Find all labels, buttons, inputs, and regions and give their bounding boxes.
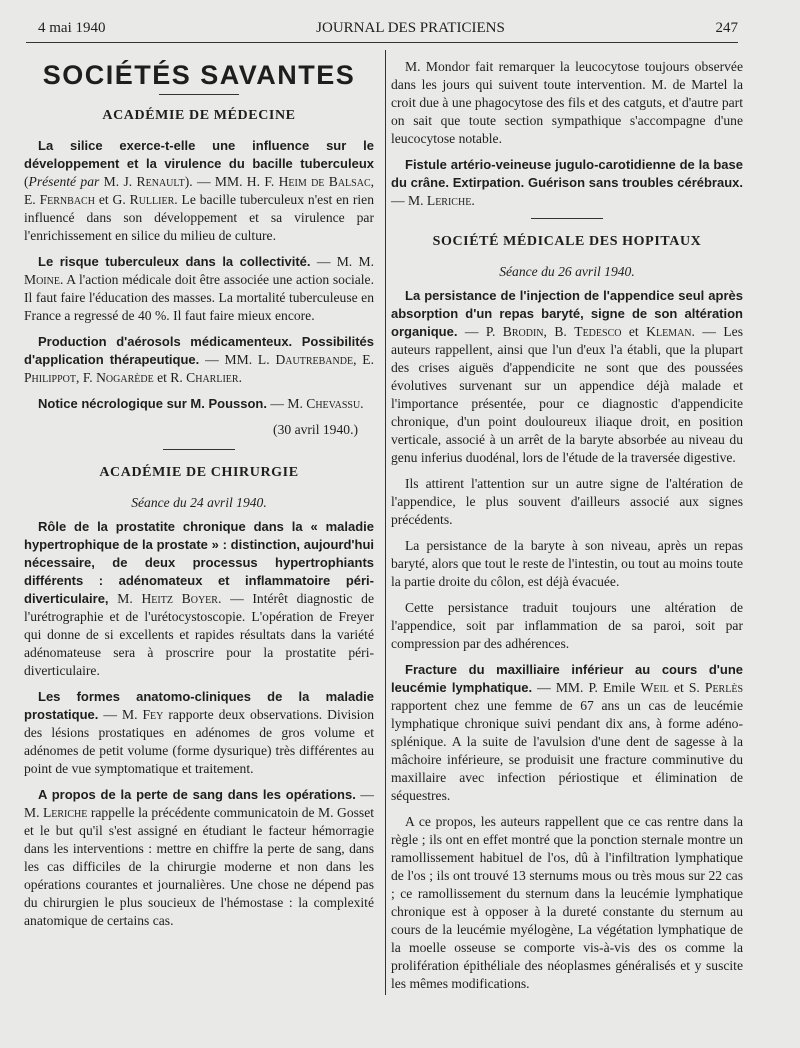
author-name: Kleman <box>646 324 692 339</box>
notice-title: Notice nécrologique sur M. Pousson. <box>38 396 267 411</box>
author-name: Fey <box>142 707 164 722</box>
silice-entry: La silice exerce-t-elle une influence sur le développement et la virulence du bacille tuberculeux (Présenté par M. J. Renault). — MM. H. F. Heim de Balsac, E. Fernbach et G. Rullier. Le bacille tuberculeux n'est en rien influencé dans son développement et sa virulence par l'enrichissement en silice du milieu de culture. <box>24 138 375 243</box>
author-name: Moine <box>24 272 60 287</box>
author-name: Chevassu <box>306 396 361 411</box>
header-date: 4 mai 1940 <box>38 20 106 36</box>
fracture-entry <box>391 661 743 805</box>
entry-end: . <box>471 193 475 208</box>
seance-date: Séance du 24 avril 1940. <box>131 495 267 510</box>
author-sep: et R. <box>153 370 187 385</box>
author-prefix: — M. M. <box>310 254 375 269</box>
appendice-paragraph: Cette persistance traduit toujours une altération de l'appendice, soit par inflammation de sa paroi, soit par compression par des adhérences. <box>391 600 743 651</box>
silice-title: La silice exerce-t-elle une influence sur le développement et la virulence du bacille tuberculeux <box>24 138 374 171</box>
formes-title: Les formes anatomo-cliniques de la maladie prostatique. <box>24 689 374 722</box>
prostatite-entry <box>24 518 374 680</box>
appendice-paragraph: Ils attirent l'attention sur un autre signe de l'altération de l'appendice, le plus souvent d'ailleurs associé aux signes précédents. <box>391 476 743 527</box>
author-name: Nogarède <box>96 370 154 385</box>
fracture-paragraph: A ce propos, les auteurs rappellent que ce cas rentre dans la règle ; ils ont en effet montré que la ponction sternale montre un ramollissement habituel de l'os, dû à l'infiltration lymphatique de l'os ; ils ont trouvé 13 sternums mous ou très mous sur 22 cas ; ce ramollissement du sternum dans la leucémie lymphatique chronique est à opposer à la dureté constante du sternum au cours de la leucémie myélogène, La végétation lymphatique de la moelle osseuse se comporte vis-à-vis des os comme la prolifération épithéliale des néoplasmes généralisés et y suscite les mêmes modifications. <box>391 814 743 991</box>
author-name: Leriche <box>42 805 88 820</box>
author-prefix: — MM. P. Emile <box>532 680 641 695</box>
aerosols-entry <box>24 333 374 387</box>
author-sep: , B. <box>543 324 575 339</box>
formes-entry <box>24 688 374 778</box>
entry-end: . <box>360 396 364 411</box>
author-sep: et G. <box>94 192 130 207</box>
presented-label: Présenté par <box>28 174 100 189</box>
perte-entry <box>24 786 374 930</box>
header-page-number: 247 <box>715 20 738 36</box>
author-name: Tedesco <box>574 324 622 339</box>
fracture-body: rapportent chez une femme de 67 ans un cas de leucémie lymphatique chronique suivi pendant dix ans, à forme adéno-splénique. A la suite de l'avulsion d'une dent de sagesse à la mâchoire inférieure, se produisit une fracture comminutive du maxillaire avec infection périostique et élimination de séquestres. <box>391 698 743 803</box>
running-header <box>38 20 738 37</box>
formes-body: rapporte deux observations. Division des lésions prostatiques en adénomes de gros volume et adénomes de petit volume (forme dysurique) très différentes au point de vue symptomatique et traitement. <box>24 707 374 776</box>
author-prefix: — M. <box>24 787 374 820</box>
author-sep: , E. <box>24 174 375 207</box>
fistule-entry <box>391 156 743 210</box>
author-name: Fernbach <box>39 192 95 207</box>
risque-body: . A l'action médicale doit être associée une action sociale. Il faut faire l'éducation des masses. La mortalité tuberculeuse en France a regressé de 40 %. Il faut faire mieux encore. <box>24 272 374 323</box>
appendice-entry <box>391 287 743 467</box>
author-prefix: — M. <box>266 396 307 411</box>
prostatite-body: . — Intérêt diagnostic de l'urétrographie et de l'urétocystoscopie. L'opération de Freyer qui donne de si excellents et rapides résultats dans la variété adénomateuse sera à proscrire pour la prostatite péri-diverticulaire. <box>24 591 374 678</box>
prostatite-title: Rôle de la prostatite chronique dans la « maladie hypertrophique de la prostate » : distinction, aujourd'hui nécessaire, de deux processus hypertrophiants différents : adénomateux et inflammatoire péri-diverticulaire, <box>24 519 374 606</box>
separator-rule <box>163 449 235 450</box>
presenter-prefix: M. J. <box>99 174 137 189</box>
appendice-title: La persistance de l'injection de l'appendice seul après absorption d'un repas baryté, signe de son altération organique. <box>391 288 743 339</box>
seance-date: Séance du 26 avril 1940. <box>499 264 635 279</box>
risque-title: Le risque tuberculeux dans la collectivité. <box>38 254 311 269</box>
author-name: Charlier <box>186 370 239 385</box>
author-name: Rullier <box>129 192 175 207</box>
author-name: Philippot <box>24 370 77 385</box>
fistule-title: Fistule artério-veineuse jugulo-carotidienne de la base du crâne. Extirpation. Guérison sans troubles cérébraux. <box>391 157 743 190</box>
author-name: Weil <box>640 680 669 695</box>
author-prefix: — M. <box>391 193 427 208</box>
left-column <box>24 60 374 938</box>
right-column <box>391 58 743 1001</box>
perte-title: A propos de la perte de sang dans les opérations. <box>38 787 356 802</box>
author-name: Leriche <box>426 193 472 208</box>
entry-end: . <box>238 370 242 385</box>
authors-prefix: ). — MM. H. F. <box>184 174 279 189</box>
smh-heading: SOCIÉTÉ MÉDICALE DES HOPITAUX <box>432 234 702 249</box>
mondor-paragraph: M. Mondor fait remarquer la leucocytose toujours observée dans les jours qui suivent toute intervention. M. de Martel la croit due à une phagocytose des fils et des catguts, et d'autre part on sait que toute section sympathique s'accompagne d'une leucocytose notable. <box>391 59 743 146</box>
author-name: Brodin <box>502 324 544 339</box>
author-prefix: M. <box>108 591 142 606</box>
session-date: (30 avril 1940.) <box>273 422 358 437</box>
author-sep: , E. <box>353 352 374 367</box>
author-name: Dautrebande <box>275 352 354 367</box>
appendice-paragraph: La persistance de la baryte à son niveau, après un repas baryté, alors que tout le reste de l'intestin, ou tout au moins toute la partie droite du côlon, est déjà évacuée. <box>391 538 743 589</box>
fracture-title: Fracture du maxilliaire inférieur au cours d'une leucémie lymphatique. <box>391 662 743 695</box>
author-prefix: — M. <box>98 707 143 722</box>
author-name: Heim de Balsac <box>278 174 371 189</box>
author-sep: et <box>621 324 647 339</box>
silice-body: . Le bacille tuberculeux n'est en rien influencé dans son développement et sa virulence par l'enrichissement en silice du milieu de culture. <box>24 192 374 243</box>
author-sep: , F. <box>76 370 97 385</box>
author-sep: et S. <box>668 680 705 695</box>
presenter-name: Renault <box>136 174 185 189</box>
header-rule <box>26 42 738 43</box>
author-prefix: — MM. L. <box>199 352 276 367</box>
author-prefix: — P. <box>457 324 503 339</box>
separator-rule <box>531 218 603 219</box>
aerosols-title: Production d'aérosols médicamenteux. Possibilités d'application thérapeutique. <box>24 334 374 367</box>
title-rule <box>159 94 239 95</box>
column-divider <box>385 50 386 995</box>
header-journal-title: JOURNAL DES PRATICIENS <box>316 20 505 36</box>
section-title: SOCIÉTÉS SAVANTES <box>42 60 356 90</box>
author-name: Heitz Boyer <box>141 591 218 606</box>
perte-body: rappelle la précédente communicatoin de M. Gosset et le but qu'il s'est assigné en étudiant le facteur hémorragie dans les interventions : mettre en chiffre la perte de sang, dans les cas difficiles de la chirurgie moderne et non dans les opérations courantes et journalières. Une chose ne dépend pas du chirurgien le plus soucieux de l'hémostase : la complexité anatomique de certains cas. <box>24 805 375 928</box>
author-name: Perlès <box>704 680 744 695</box>
appendice-body: . — Les auteurs rappellent, ainsi que l'un d'eux l'a établi, que la plupart des crises aiguës d'appendicite ne sont que des poussées évolutives survenant sur un appendice déjà malade et l'importance présentée, pour ce diagnostic d'appendicite chronique, d'un point douloureux iliaque droit, en position verticale, associé à un arrêt de la baryte absorbée au niveau du genu inferius duodénal, lors de l'étude de la traversée digestive. <box>391 324 743 465</box>
academie-medecine-heading: ACADÉMIE DE MÉDECINE <box>102 108 296 123</box>
academie-chirurgie-heading: ACADÉMIE DE CHIRURGIE <box>99 465 299 480</box>
risque-entry <box>24 253 374 325</box>
notice-entry <box>24 395 374 413</box>
